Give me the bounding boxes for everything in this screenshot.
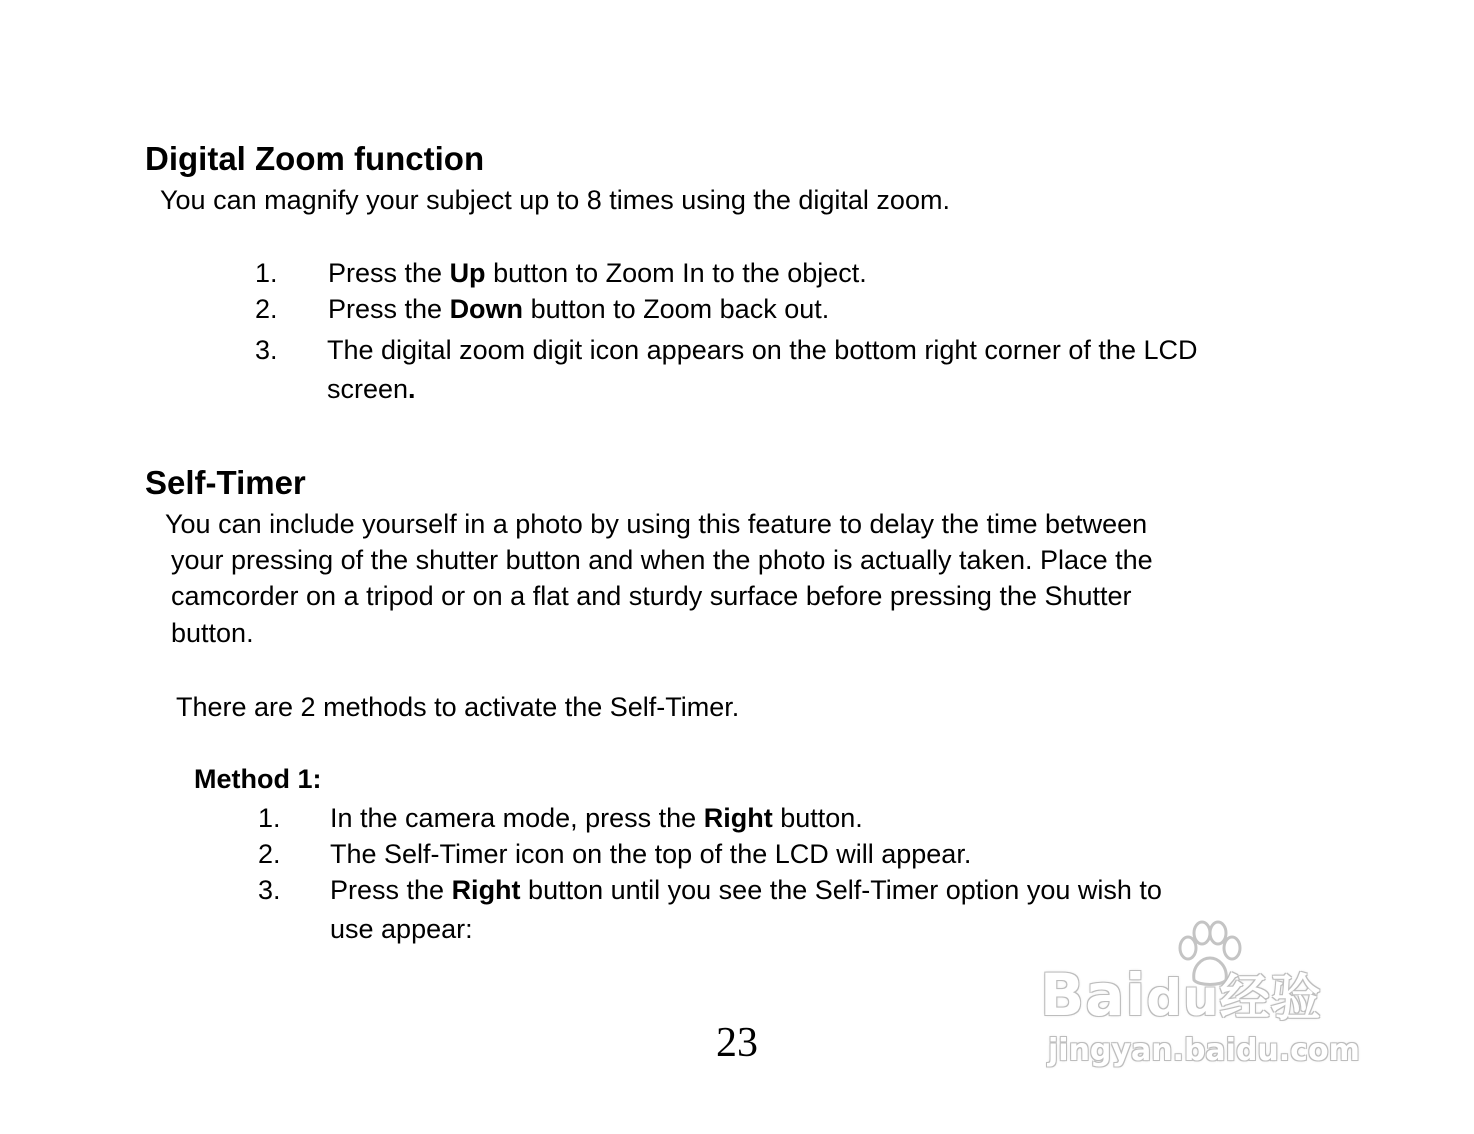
right-button-label: Right	[451, 875, 521, 905]
list-item-number: 3.	[255, 335, 278, 365]
self-timer-paragraph-line: your pressing of the shutter button and when the photo is actually taken. Place the	[171, 545, 1153, 575]
list-item-number: 3.	[258, 875, 281, 905]
list-item-continuation: use appear:	[330, 914, 473, 944]
right-button-label: Right	[703, 803, 773, 833]
page-number: 23	[716, 1020, 758, 1066]
watermark-brand	[1040, 960, 1322, 1033]
method-1-title: Method 1:	[194, 764, 322, 794]
list-item-text: button until you see the Self-Timer option you wish to	[520, 875, 1162, 905]
list-item-text: button to Zoom back out.	[523, 294, 830, 324]
list-item-number: 1.	[258, 803, 281, 833]
list-item: The Self-Timer icon on the top of the LCD will appear.	[330, 839, 972, 869]
list-item	[328, 292, 829, 326]
list-item-text: Press the	[328, 258, 450, 288]
self-timer-paragraph-line: camcorder on a tripod or on a flat and sturdy surface before pressing the Shutter	[171, 581, 1132, 611]
baidu-watermark	[1040, 918, 1390, 1083]
watermark-url: jingyan.baidu.com	[1048, 1033, 1360, 1068]
self-timer-paragraph-line: button.	[171, 618, 254, 648]
list-item-text: button to Zoom In to the object.	[485, 258, 867, 288]
section-heading-self-timer: Self-Timer	[145, 464, 306, 501]
list-item-text: Press the	[330, 875, 452, 905]
watermark-brand-right: 经验	[1219, 969, 1322, 1027]
self-timer-paragraph-line: You can include yourself in a photo by using this feature to delay the time between	[165, 509, 1148, 539]
list-item-text: In the camera mode, press the	[330, 803, 704, 833]
list-item-number: 2.	[255, 294, 278, 324]
list-item	[328, 256, 867, 290]
digital-zoom-intro: You can magnify your subject up to 8 times using the digital zoom.	[160, 185, 950, 215]
up-button-label: Up	[449, 258, 486, 288]
list-item-number: 2.	[258, 839, 281, 869]
list-item-text: Press the	[328, 294, 450, 324]
list-item	[330, 801, 863, 835]
methods-intro: There are 2 methods to activate the Self-Timer.	[176, 692, 740, 722]
list-item-text: button.	[772, 803, 863, 833]
section-heading-digital-zoom: Digital Zoom function	[145, 140, 485, 177]
watermark-brand-left: Bai	[1040, 961, 1147, 1029]
list-item-number: 1.	[255, 258, 278, 288]
list-item-text: screen	[327, 374, 409, 404]
list-item-continuation	[327, 372, 416, 406]
list-item: The digital zoom digit icon appears on the bottom right corner of the LCD	[327, 335, 1198, 365]
down-button-label: Down	[449, 294, 524, 324]
watermark-brand-mid: du	[1146, 969, 1220, 1027]
list-item	[330, 873, 1162, 907]
list-item-period: .	[408, 374, 416, 404]
